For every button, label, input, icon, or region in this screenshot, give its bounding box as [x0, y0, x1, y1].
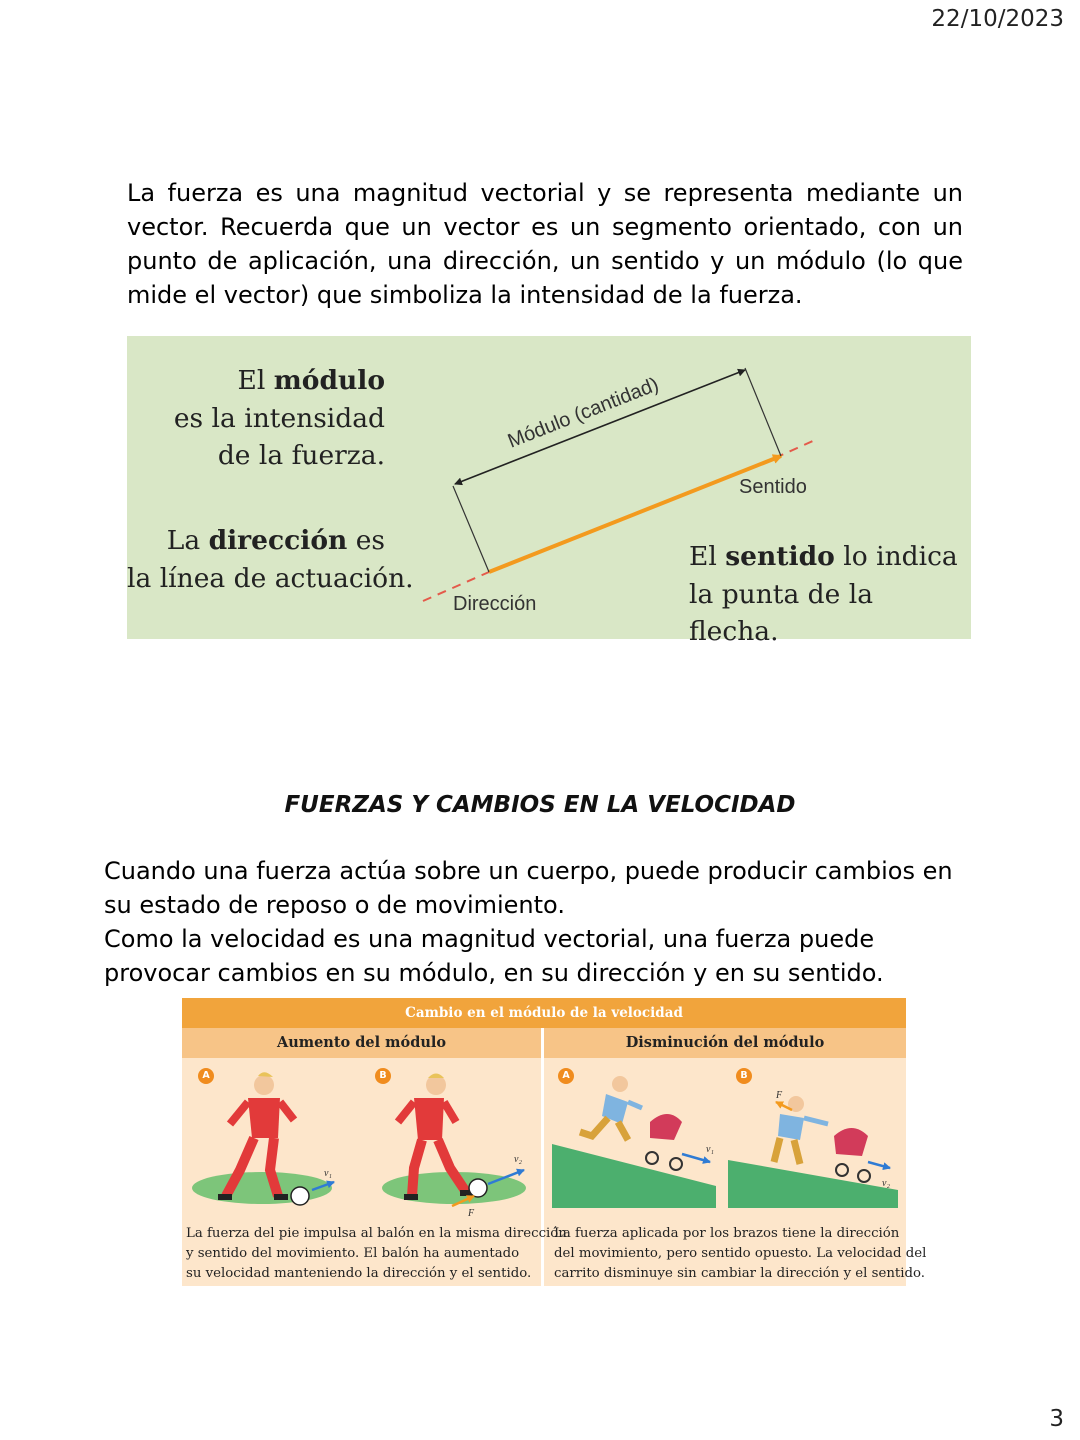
section-paragraph-2: Como la velocidad es una magnitud vectorial, una fuerza puede provocar cambios en su módulo, en su dirección y en su sentido. [104, 925, 884, 987]
badge-right-b: B [736, 1068, 752, 1084]
left-caption [186, 1224, 567, 1284]
label-v1-right: v₁ [706, 1144, 714, 1155]
badge-left-b: B [375, 1068, 391, 1084]
section-body [104, 854, 964, 990]
right-caption-line3: carrito disminuye sin cambiar la dirección y el sentido. [554, 1266, 926, 1281]
section-title: FUERZAS Y CAMBIOS EN LA VELOCIDAD [284, 792, 796, 818]
label-direccion: Dirección [453, 593, 537, 615]
velocity-figure-header: Cambio en el módulo de la velocidad [182, 998, 906, 1028]
right-caption [554, 1224, 926, 1284]
label-f-right: F [776, 1090, 783, 1101]
modulo-line2: es la intensidad [173, 402, 385, 434]
velocity-illustrations [182, 1058, 906, 1224]
sentido-pre: El [689, 541, 726, 572]
sentido-line2: la punta de la flecha. [689, 578, 874, 647]
badge-right-a: A [558, 1068, 574, 1084]
direccion-bold: dirección [208, 525, 348, 556]
section-paragraph-1: Cuando una fuerza actúa sobre un cuerpo, puede producir cambios en su estado de reposo o de movimiento. [104, 857, 953, 919]
module-extension-right [745, 368, 781, 456]
modulo-line3: de la fuerza. [217, 440, 385, 471]
left-caption-line2: y sentido del movimiento. El balón ha aumentado [186, 1246, 520, 1261]
label-v2-right: v₂ [882, 1178, 890, 1189]
direccion-pre: La [166, 525, 209, 556]
label-modulo: Módulo (cantidad) [504, 373, 662, 453]
intro-paragraph: La fuerza es una magnitud vectorial y se representa mediante un vector. Recuerda que un vector es un segmento orientado, con un punto de aplicación, una dirección, un sentido y un módulo (lo que mide el vector) que simboliza la intensidad de la fuerza. [127, 179, 963, 309]
vector-diagram [127, 336, 971, 639]
modulo-pre: El [237, 365, 274, 396]
velocity-figure [182, 998, 927, 1286]
left-caption-line3: su velocidad manteniendo la dirección y el sentido. [186, 1266, 532, 1281]
stroller-b-illustration [728, 1096, 898, 1208]
direccion-post: es [347, 525, 385, 556]
right-subtitle: Disminución del módulo [544, 1028, 906, 1058]
velocity-vector-v2-right [868, 1162, 890, 1168]
module-extension-left [453, 486, 489, 572]
badge-left-a: A [198, 1068, 214, 1084]
left-subtitle: Aumento del módulo [182, 1028, 541, 1058]
label-v1-left: v₁ [324, 1168, 332, 1179]
module-dimension-line [455, 370, 745, 484]
label-v2-left: v₂ [514, 1154, 522, 1165]
direccion-line2: la línea de actuación. [127, 562, 414, 594]
right-caption-line2: del movimiento, pero sentido opuesto. La velocidad del [554, 1246, 927, 1261]
sentido-post: lo indica [834, 541, 958, 572]
right-caption-line1: La fuerza aplicada por los brazos tiene la dirección [554, 1226, 900, 1241]
velocity-vector-v1-right [682, 1154, 710, 1162]
vector-figure [127, 336, 971, 647]
soccer-player-a-illustration [192, 1072, 332, 1205]
modulo-bold: módulo [273, 365, 385, 396]
label-sentido: Sentido [739, 476, 807, 498]
soccer-player-b-illustration [382, 1074, 526, 1205]
sentido-bold: sentido [725, 541, 835, 572]
stroller-a-illustration [552, 1076, 716, 1208]
page-number: 3 [1049, 1406, 1064, 1432]
date-label: 22/10/2023 [931, 6, 1064, 32]
force-vector-arrow [489, 456, 781, 572]
left-caption-line1: La fuerza del pie impulsa al balón en la misma dirección [186, 1226, 567, 1241]
label-f-left: F [468, 1208, 475, 1219]
